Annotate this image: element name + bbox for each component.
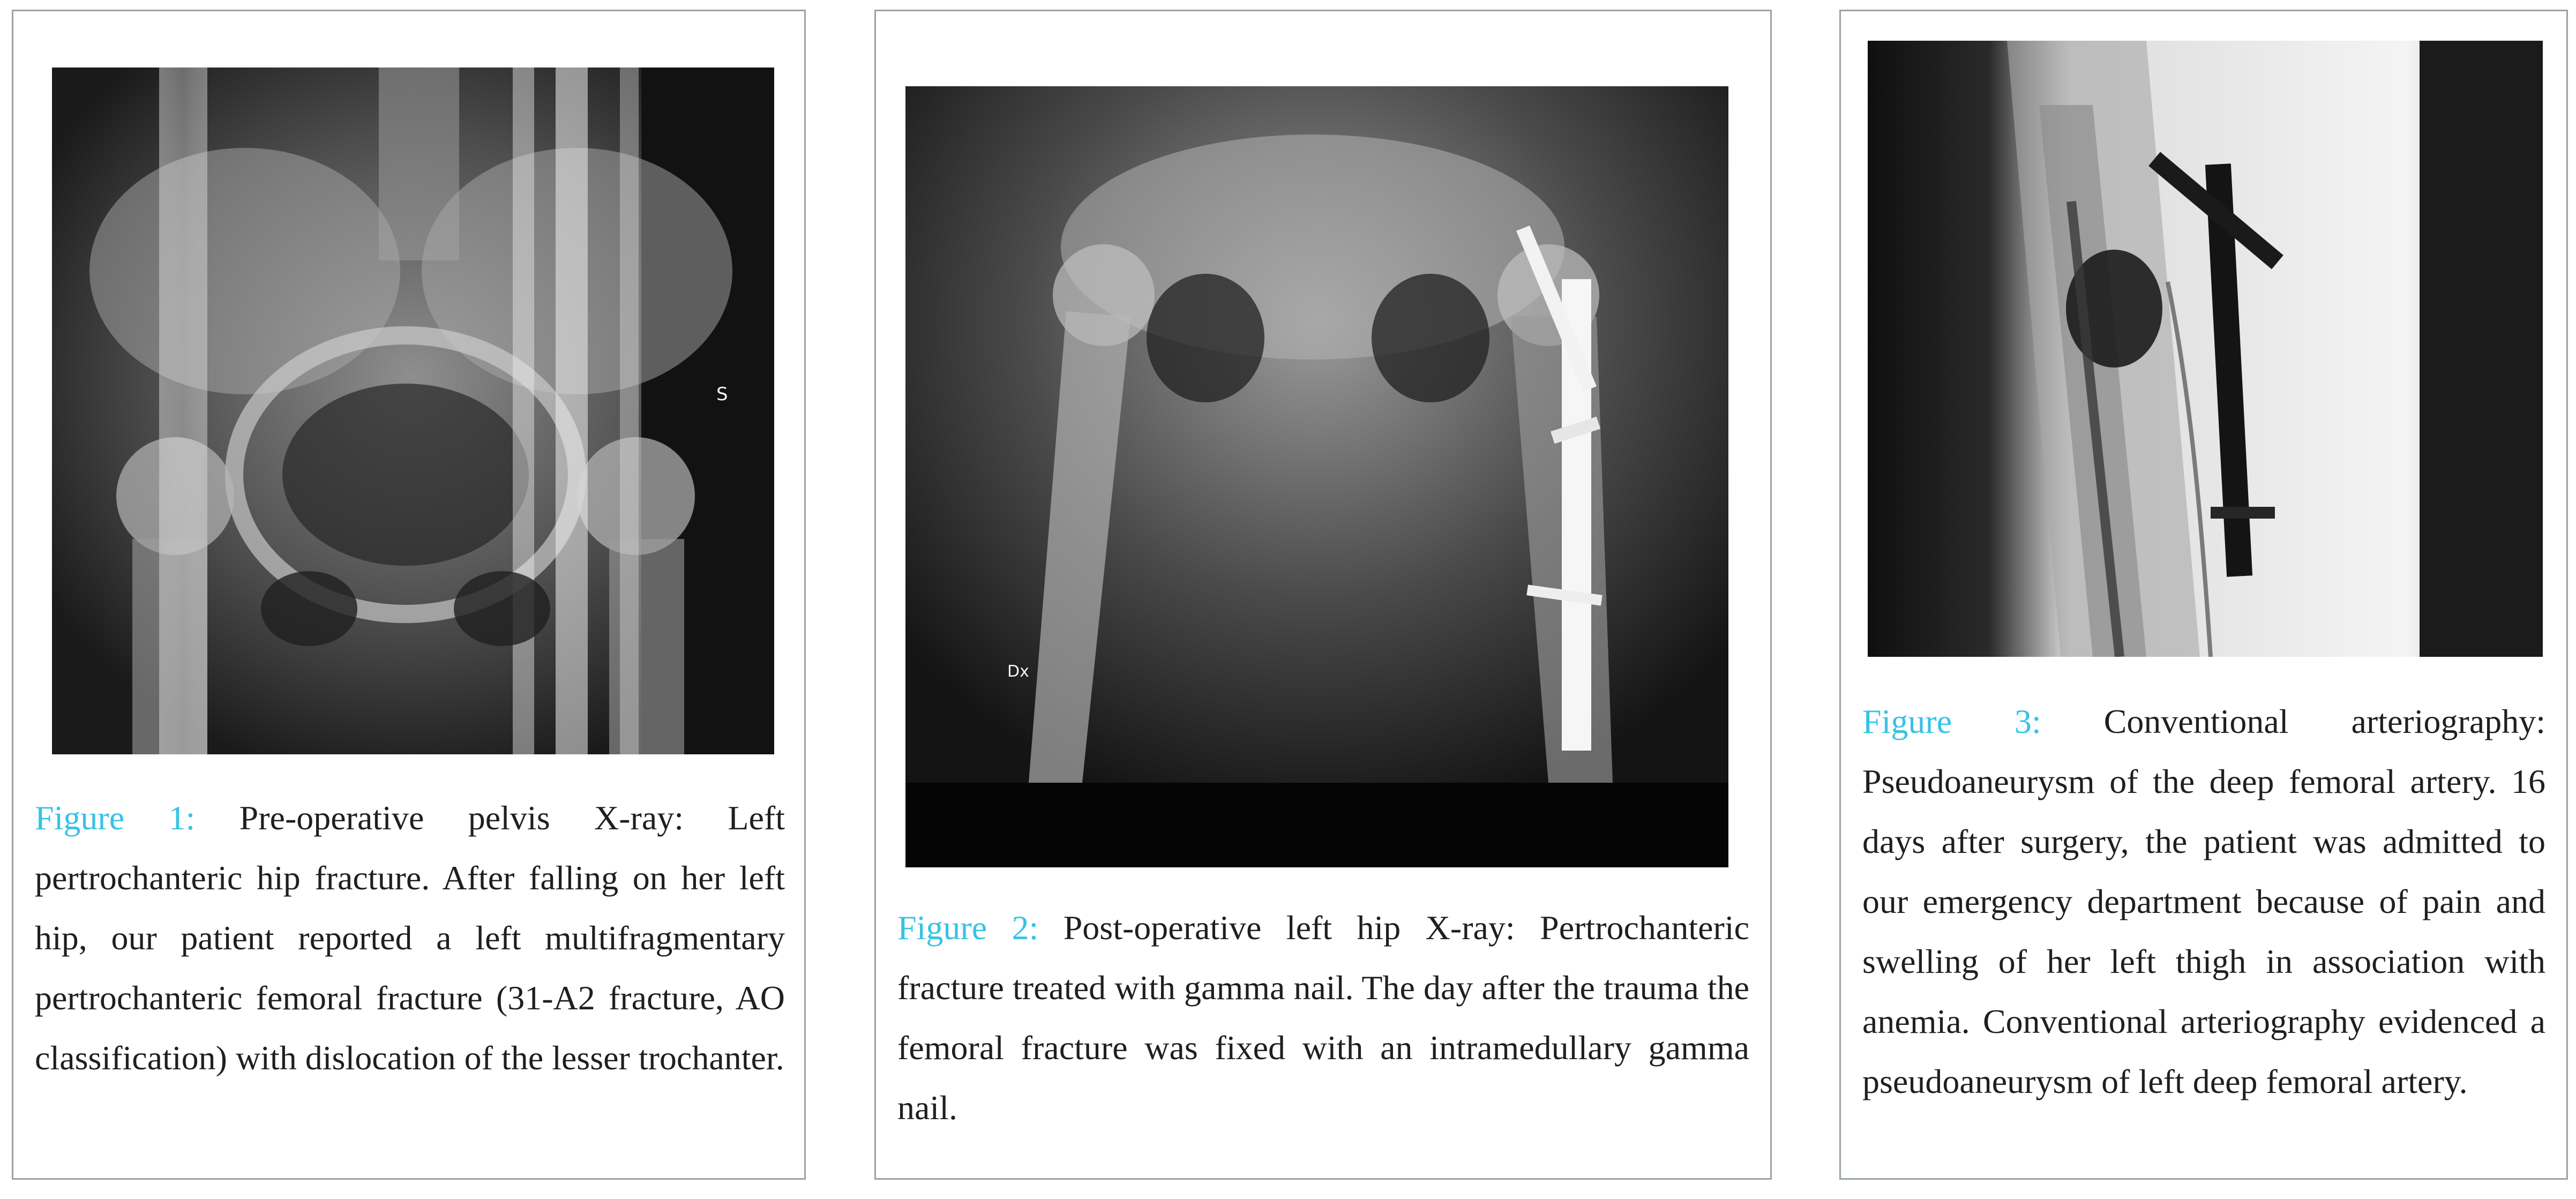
figure-1-pelvis-xray bbox=[52, 68, 774, 754]
figure-3-caption-text: Conventional arteriography: Pseudoaneurysm of the deep femoral artery. 16 days after surgery, the patient was admitted to our emergency department because of pain and swelling of her left thigh in association with anemia. Conventional arteriography evidenced a pseudoaneurysm of left deep femoral artery. bbox=[1862, 702, 2546, 1100]
figure-2-side-marker: Dx bbox=[1007, 662, 1029, 681]
figure-2-xray-image bbox=[905, 86, 1728, 867]
figure-3-caption bbox=[1862, 692, 2545, 1112]
figure-3-angiography-image bbox=[1868, 41, 2543, 657]
figure-1-xray-image bbox=[52, 68, 774, 754]
figure-1-caption-text: Pre-operative pelvis X-ray: Left pertrochanteric hip fracture. After falling on her left hip, our patient reported a left multifragmentary pertrochanteric femoral fracture (31-A2 fracture, AO classification) with dislocation of the lesser trochanter. bbox=[35, 799, 785, 1077]
figure-2-hip-xray bbox=[905, 86, 1728, 867]
figure-3-arteriography bbox=[1868, 41, 2543, 657]
figure-2-panel bbox=[874, 10, 1772, 1180]
figure-1-caption bbox=[35, 788, 785, 1088]
figure-3-panel bbox=[1839, 10, 2568, 1180]
figure-1-panel bbox=[12, 10, 806, 1180]
figure-2-label: Figure 2: bbox=[897, 909, 1039, 947]
figure-1-side-marker: S bbox=[716, 384, 728, 405]
figure-2-caption bbox=[897, 898, 1749, 1138]
figure-1-label: Figure 1: bbox=[35, 799, 196, 837]
figure-2-caption-text: Post-operative left hip X-ray: Pertrochanteric fracture treated with gamma nail. The day after the trauma the femoral fracture was fixed with an intramedullary gamma nail. bbox=[897, 909, 1749, 1127]
figure-3-label: Figure 3: bbox=[1862, 702, 2041, 740]
